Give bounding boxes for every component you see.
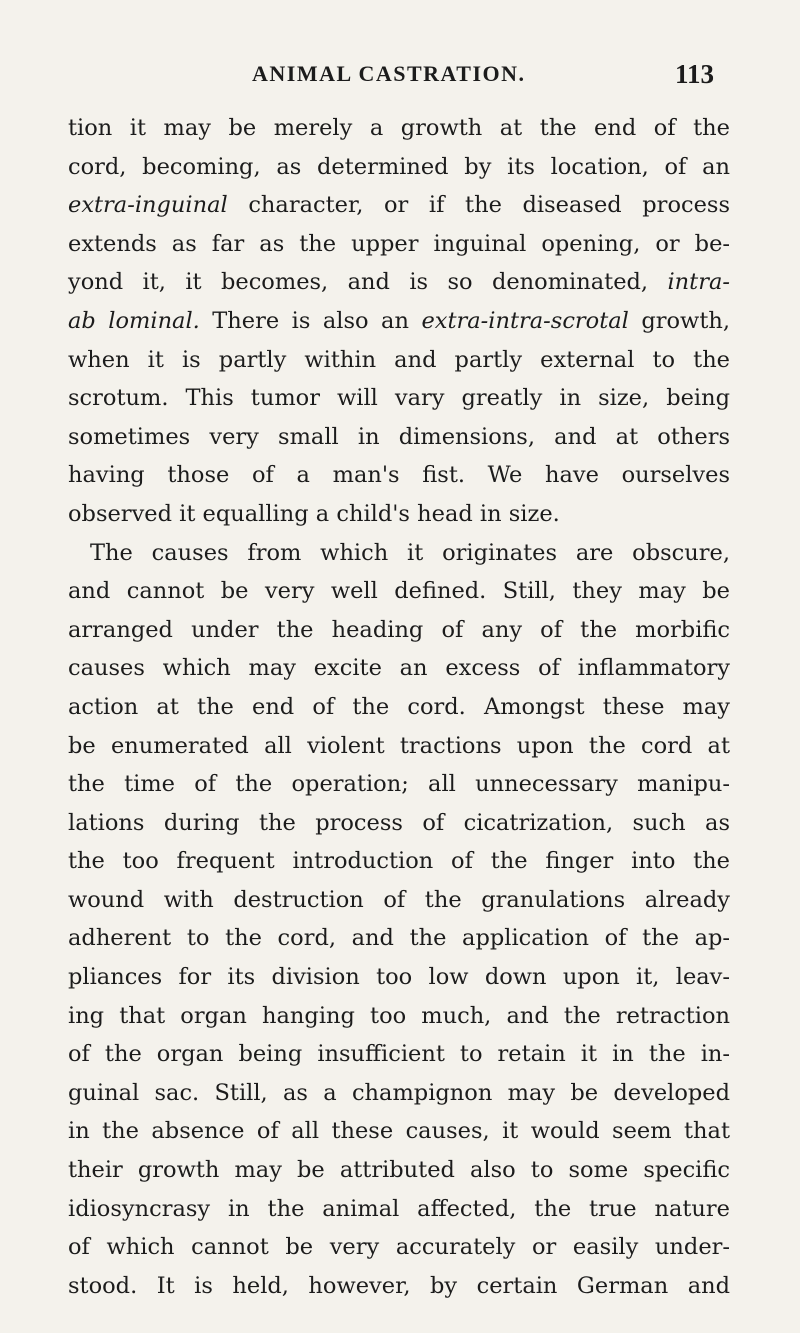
text-run: having those of a man's fist. We have ourselves bbox=[68, 462, 730, 489]
text-line bbox=[68, 919, 730, 958]
running-head bbox=[0, 54, 800, 94]
text-line bbox=[68, 1190, 730, 1229]
text-run: ing that organ hanging too much, and the retraction bbox=[68, 1002, 730, 1029]
text-run: observed it equalling a child's head in size. bbox=[68, 500, 560, 527]
text-run: be enumerated all violent tractions upon the cord at bbox=[68, 732, 730, 759]
text-line bbox=[68, 148, 730, 187]
italic-term: intra- bbox=[667, 269, 730, 296]
text-line bbox=[68, 611, 730, 650]
text-run: The causes from which it originates are obscure, bbox=[90, 539, 730, 566]
text-run: arranged under the heading of any of the morbific bbox=[68, 616, 730, 643]
text-run: of which cannot be very accurately or easily under- bbox=[68, 1234, 730, 1261]
text-run: There is also an bbox=[199, 307, 422, 334]
text-run: causes which may excite an excess of inflammatory bbox=[68, 655, 730, 682]
text-line bbox=[68, 572, 730, 611]
italic-term: extra-inguinal bbox=[68, 192, 228, 219]
text-line bbox=[68, 1112, 730, 1151]
text-run: stood. It is held, however, by certain German and bbox=[68, 1272, 730, 1299]
text-run: the too frequent introduction of the finger into the bbox=[68, 848, 730, 875]
running-head-title: ANIMAL CASTRATION. bbox=[252, 61, 526, 86]
text-line bbox=[68, 341, 730, 380]
text-run: of the organ being insufficient to retain it in the in- bbox=[68, 1041, 730, 1068]
text-run: tion it may be merely a growth at the end of the bbox=[68, 115, 730, 141]
text-run: yond it, it becomes, and is so denominated, bbox=[68, 269, 668, 296]
text-line bbox=[68, 804, 730, 843]
text-line bbox=[68, 649, 730, 688]
italic-term: extra-intra-scrotal bbox=[421, 307, 629, 334]
text-line bbox=[68, 1074, 730, 1113]
text-run: and cannot be very well defined. Still, they may be bbox=[68, 578, 730, 605]
text-line bbox=[68, 842, 730, 881]
text-run: extends as far as the upper inguinal opening, or be- bbox=[68, 230, 730, 257]
body-text bbox=[68, 109, 730, 1305]
text-run: their growth may be attributed also to some specific bbox=[68, 1157, 730, 1184]
text-line bbox=[68, 495, 730, 534]
text-run: in the absence of all these causes, it would seem that bbox=[68, 1118, 730, 1145]
text-line bbox=[68, 881, 730, 920]
text-line bbox=[68, 379, 730, 418]
text-line bbox=[68, 997, 730, 1036]
text-line bbox=[68, 302, 730, 341]
text-run: sometimes very small in dimensions, and at others bbox=[68, 423, 730, 450]
text-line bbox=[68, 109, 730, 148]
text-run: growth, bbox=[628, 307, 730, 334]
text-line bbox=[68, 225, 730, 264]
text-line bbox=[68, 263, 730, 302]
text-run: idiosyncrasy in the animal affected, the true nature bbox=[68, 1195, 730, 1222]
text-line bbox=[68, 1228, 730, 1267]
text-run: guinal sac. Still, as a champignon may be developed bbox=[68, 1079, 730, 1106]
text-run: lations during the process of cicatrization, such as bbox=[68, 809, 730, 836]
text-line bbox=[68, 727, 730, 766]
text-run: pliances for its division too low down upon it, leav- bbox=[68, 964, 730, 991]
text-run: cord, becoming, as determined by its location, of an bbox=[68, 153, 730, 180]
text-line bbox=[68, 456, 730, 495]
text-run: character, or if the diseased process bbox=[227, 192, 730, 219]
text-line bbox=[68, 186, 730, 225]
text-run: scrotum. This tumor will vary greatly in size, being bbox=[68, 385, 730, 412]
text-run: action at the end of the cord. Amongst these may bbox=[68, 693, 730, 720]
text-line bbox=[68, 418, 730, 457]
text-line bbox=[68, 1151, 730, 1190]
text-run: adherent to the cord, and the application of the ap- bbox=[68, 925, 730, 952]
text-run: when it is partly within and partly external to the bbox=[68, 346, 730, 373]
text-line bbox=[68, 1267, 730, 1306]
text-line bbox=[68, 534, 730, 573]
italic-term: ab lominal. bbox=[68, 307, 200, 334]
page-number: 113 bbox=[674, 59, 714, 89]
text-run: the time of the operation; all unnecessary manipu- bbox=[68, 771, 730, 798]
text-line bbox=[68, 765, 730, 804]
text-line bbox=[68, 958, 730, 997]
text-line bbox=[68, 1035, 730, 1074]
text-run: wound with destruction of the granulations already bbox=[68, 886, 730, 913]
text-line bbox=[68, 688, 730, 727]
